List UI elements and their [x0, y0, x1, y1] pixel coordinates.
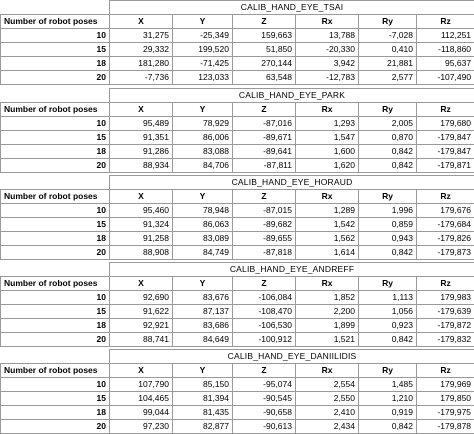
value-cell[interactable]: 99,044 — [110, 406, 173, 420]
value-cell[interactable]: 88,908 — [110, 246, 173, 260]
pose-count-cell[interactable]: 10 — [1, 291, 110, 305]
header-row — [1, 277, 474, 291]
value-cell[interactable]: -179,872 — [417, 319, 474, 333]
value-cell[interactable]: 0,842 — [359, 246, 417, 260]
value-cell[interactable]: -179,684 — [417, 218, 474, 232]
pose-count-cell[interactable]: 20 — [1, 71, 110, 85]
value-cell[interactable]: 1,600 — [296, 145, 359, 159]
value-cell[interactable]: -71,425 — [173, 57, 233, 71]
table-title-row — [1, 89, 474, 103]
column-header[interactable]: X — [110, 15, 173, 29]
pose-count-cell[interactable]: 18 — [1, 406, 110, 420]
value-cell[interactable]: -25,349 — [173, 29, 233, 43]
value-cell[interactable]: -118,860 — [417, 43, 474, 57]
value-cell[interactable]: 78,948 — [173, 204, 233, 218]
value-cell[interactable]: -7,028 — [359, 29, 417, 43]
result-table-park — [0, 88, 474, 173]
value-cell[interactable]: 91,351 — [110, 131, 173, 145]
value-cell[interactable]: 1,620 — [296, 159, 359, 173]
pose-count-cell[interactable]: 18 — [1, 145, 110, 159]
value-cell[interactable]: -12,783 — [296, 71, 359, 85]
value-cell[interactable]: -89,655 — [233, 232, 296, 246]
value-cell[interactable]: 88,741 — [110, 333, 173, 347]
value-cell[interactable]: -87,016 — [233, 117, 296, 131]
value-cell[interactable]: -179,639 — [417, 305, 474, 319]
value-cell[interactable]: 2,005 — [359, 117, 417, 131]
value-cell[interactable]: 1,996 — [359, 204, 417, 218]
column-header[interactable]: Rz — [417, 103, 474, 117]
value-cell[interactable]: -20,330 — [296, 43, 359, 57]
column-header[interactable]: Rz — [417, 364, 474, 378]
value-cell[interactable]: 31,275 — [110, 29, 173, 43]
value-cell[interactable]: 13,788 — [296, 29, 359, 43]
value-cell[interactable]: 0,842 — [359, 333, 417, 347]
column-header[interactable]: X — [110, 190, 173, 204]
value-cell[interactable]: 0,919 — [359, 406, 417, 420]
value-cell[interactable]: 97,230 — [110, 420, 173, 434]
value-cell[interactable]: -106,084 — [233, 291, 296, 305]
value-cell[interactable]: 1,899 — [296, 319, 359, 333]
column-header[interactable]: Z — [233, 277, 296, 291]
value-cell[interactable]: 0,870 — [359, 131, 417, 145]
column-header[interactable]: X — [110, 103, 173, 117]
value-cell[interactable]: -179,832 — [417, 333, 474, 347]
header-row — [1, 103, 474, 117]
column-header[interactable]: Ry — [359, 15, 417, 29]
value-cell[interactable]: 0,943 — [359, 232, 417, 246]
column-header[interactable]: Rx — [296, 277, 359, 291]
value-cell[interactable]: 84,649 — [173, 333, 233, 347]
value-cell[interactable]: 29,332 — [110, 43, 173, 57]
result-table-daniilidis — [0, 349, 474, 434]
value-cell[interactable]: 2,577 — [359, 71, 417, 85]
table-row — [1, 305, 474, 319]
value-cell[interactable]: 270,144 — [233, 57, 296, 71]
value-cell[interactable]: -106,530 — [233, 319, 296, 333]
column-header[interactable]: Y — [173, 15, 233, 29]
value-cell[interactable]: -89,641 — [233, 145, 296, 159]
value-cell[interactable]: 3,942 — [296, 57, 359, 71]
value-cell[interactable]: 1,547 — [296, 131, 359, 145]
value-cell[interactable]: 1,113 — [359, 291, 417, 305]
header-row — [1, 15, 474, 29]
value-cell[interactable]: 179,680 — [417, 117, 474, 131]
value-cell[interactable]: 179,676 — [417, 204, 474, 218]
column-header[interactable]: Y — [173, 190, 233, 204]
value-cell[interactable]: 107,790 — [110, 378, 173, 392]
pose-count-cell[interactable]: 15 — [1, 131, 110, 145]
value-cell[interactable]: 83,686 — [173, 319, 233, 333]
value-cell[interactable]: 2,434 — [296, 420, 359, 434]
empty-cell — [1, 263, 110, 277]
table-row — [1, 420, 474, 434]
value-cell[interactable]: 91,324 — [110, 218, 173, 232]
value-cell[interactable]: -100,912 — [233, 333, 296, 347]
column-header[interactable]: Rz — [417, 190, 474, 204]
column-header[interactable]: Number of robot poses — [1, 190, 110, 204]
table-row — [1, 57, 474, 71]
value-cell[interactable]: 1,289 — [296, 204, 359, 218]
value-cell[interactable]: 83,088 — [173, 145, 233, 159]
table-title-row — [1, 176, 474, 190]
value-cell[interactable]: 112,251 — [417, 29, 474, 43]
pose-count-cell[interactable]: 10 — [1, 378, 110, 392]
value-cell[interactable]: 2,410 — [296, 406, 359, 420]
table-row — [1, 159, 474, 173]
value-cell[interactable]: 84,706 — [173, 159, 233, 173]
value-cell[interactable]: 179,969 — [417, 378, 474, 392]
column-header[interactable]: X — [110, 364, 173, 378]
value-cell[interactable]: -89,682 — [233, 218, 296, 232]
value-cell[interactable]: 81,394 — [173, 392, 233, 406]
pose-count-cell[interactable]: 20 — [1, 420, 110, 434]
value-cell[interactable]: 91,258 — [110, 232, 173, 246]
value-cell[interactable]: 86,006 — [173, 131, 233, 145]
table-row — [1, 291, 474, 305]
value-cell[interactable]: 1,521 — [296, 333, 359, 347]
table-row — [1, 246, 474, 260]
value-cell[interactable]: 0,842 — [359, 420, 417, 434]
empty-cell — [1, 1, 110, 15]
column-header[interactable]: X — [110, 277, 173, 291]
value-cell[interactable]: -90,545 — [233, 392, 296, 406]
value-cell[interactable]: 85,150 — [173, 378, 233, 392]
value-cell[interactable]: 179,850 — [417, 392, 474, 406]
result-table-andreff — [0, 262, 474, 347]
value-cell[interactable]: 1,542 — [296, 218, 359, 232]
table-row — [1, 131, 474, 145]
value-cell[interactable]: -179,826 — [417, 232, 474, 246]
column-header[interactable]: Ry — [359, 190, 417, 204]
value-cell[interactable]: 1,614 — [296, 246, 359, 260]
column-header[interactable]: Rz — [417, 277, 474, 291]
table-row — [1, 204, 474, 218]
column-header[interactable]: Y — [173, 103, 233, 117]
value-cell[interactable]: -87,015 — [233, 204, 296, 218]
pose-count-cell[interactable]: 10 — [1, 117, 110, 131]
column-header[interactable]: Z — [233, 190, 296, 204]
pose-count-cell[interactable]: 15 — [1, 392, 110, 406]
value-cell[interactable]: 179,983 — [417, 291, 474, 305]
value-cell[interactable]: 83,089 — [173, 232, 233, 246]
pose-count-cell[interactable]: 15 — [1, 218, 110, 232]
value-cell[interactable]: 0,842 — [359, 159, 417, 173]
pose-count-cell[interactable]: 18 — [1, 319, 110, 333]
value-cell[interactable]: 123,033 — [173, 71, 233, 85]
value-cell[interactable]: 1,485 — [359, 378, 417, 392]
table-row — [1, 117, 474, 131]
table-title[interactable]: CALIB_HAND_EYE_TSAI — [110, 1, 474, 15]
column-header[interactable]: Y — [173, 277, 233, 291]
value-cell[interactable]: 1,210 — [359, 392, 417, 406]
value-cell[interactable]: 91,286 — [110, 145, 173, 159]
value-cell[interactable]: 2,200 — [296, 305, 359, 319]
value-cell[interactable]: 51,850 — [233, 43, 296, 57]
value-cell[interactable]: 91,622 — [110, 305, 173, 319]
column-header[interactable]: Rz — [417, 15, 474, 29]
value-cell[interactable]: 181,280 — [110, 57, 173, 71]
value-cell[interactable]: -90,613 — [233, 420, 296, 434]
pose-count-cell[interactable]: 15 — [1, 43, 110, 57]
pose-count-cell[interactable]: 10 — [1, 29, 110, 43]
value-cell[interactable]: 1,852 — [296, 291, 359, 305]
column-header[interactable]: Z — [233, 15, 296, 29]
value-cell[interactable]: 0,842 — [359, 145, 417, 159]
table-row — [1, 333, 474, 347]
table-row — [1, 406, 474, 420]
table-row — [1, 145, 474, 159]
result-table-horaud — [0, 175, 474, 260]
value-cell[interactable]: -179,847 — [417, 131, 474, 145]
value-cell[interactable]: 0,410 — [359, 43, 417, 57]
value-cell[interactable]: -89,671 — [233, 131, 296, 145]
pose-count-cell[interactable]: 10 — [1, 204, 110, 218]
value-cell[interactable]: -179,871 — [417, 159, 474, 173]
value-cell[interactable]: -179,878 — [417, 420, 474, 434]
value-cell[interactable]: 95,637 — [417, 57, 474, 71]
empty-cell — [1, 89, 110, 103]
pose-count-cell[interactable]: 15 — [1, 305, 110, 319]
value-cell[interactable]: -179,975 — [417, 406, 474, 420]
value-cell[interactable]: 95,460 — [110, 204, 173, 218]
value-cell[interactable]: -7,736 — [110, 71, 173, 85]
empty-cell — [1, 176, 110, 190]
header-row — [1, 190, 474, 204]
value-cell[interactable]: 104,465 — [110, 392, 173, 406]
value-cell[interactable]: -87,811 — [233, 159, 296, 173]
table-title-row — [1, 350, 474, 364]
value-cell[interactable]: -87,818 — [233, 246, 296, 260]
value-cell[interactable]: 1,056 — [359, 305, 417, 319]
value-cell[interactable]: -179,873 — [417, 246, 474, 260]
value-cell[interactable]: 0,859 — [359, 218, 417, 232]
value-cell[interactable]: 86,063 — [173, 218, 233, 232]
column-header[interactable]: Ry — [359, 277, 417, 291]
table-title-row — [1, 1, 474, 15]
column-header[interactable]: Ry — [359, 364, 417, 378]
value-cell[interactable]: 92,690 — [110, 291, 173, 305]
column-header[interactable]: Y — [173, 364, 233, 378]
table-row — [1, 232, 474, 246]
table-row — [1, 43, 474, 57]
value-cell[interactable]: 1,562 — [296, 232, 359, 246]
value-cell[interactable]: 1,293 — [296, 117, 359, 131]
value-cell[interactable]: -107,490 — [417, 71, 474, 85]
column-header[interactable]: Rx — [296, 190, 359, 204]
result-table-tsai — [0, 0, 474, 85]
value-cell[interactable]: 95,489 — [110, 117, 173, 131]
value-cell[interactable]: 63,548 — [233, 71, 296, 85]
column-header[interactable]: Rx — [296, 103, 359, 117]
value-cell[interactable]: 82,877 — [173, 420, 233, 434]
table-title[interactable]: CALIB_HAND_EYE_DANIILIDIS — [110, 350, 474, 364]
value-cell[interactable]: 87,137 — [173, 305, 233, 319]
pose-count-cell[interactable]: 20 — [1, 159, 110, 173]
value-cell[interactable]: 88,934 — [110, 159, 173, 173]
table-title[interactable]: CALIB_HAND_EYE_ANDREFF — [110, 263, 474, 277]
table-row — [1, 71, 474, 85]
value-cell[interactable]: -90,658 — [233, 406, 296, 420]
column-header[interactable]: Z — [233, 364, 296, 378]
value-cell[interactable]: 159,663 — [233, 29, 296, 43]
value-cell[interactable]: 92,921 — [110, 319, 173, 333]
table-title[interactable]: CALIB_HAND_EYE_PARK — [110, 89, 474, 103]
value-cell[interactable]: 0,923 — [359, 319, 417, 333]
column-header[interactable]: Number of robot poses — [1, 277, 110, 291]
header-row — [1, 364, 474, 378]
value-cell[interactable]: 2,550 — [296, 392, 359, 406]
table-row — [1, 378, 474, 392]
column-header[interactable]: Rx — [296, 15, 359, 29]
table-row — [1, 392, 474, 406]
value-cell[interactable]: 81,435 — [173, 406, 233, 420]
value-cell[interactable]: -95,074 — [233, 378, 296, 392]
pose-count-cell[interactable]: 20 — [1, 333, 110, 347]
value-cell[interactable]: 21,881 — [359, 57, 417, 71]
column-header[interactable]: Rx — [296, 364, 359, 378]
pose-count-cell[interactable]: 18 — [1, 232, 110, 246]
pose-count-cell[interactable]: 20 — [1, 246, 110, 260]
value-cell[interactable]: 2,554 — [296, 378, 359, 392]
table-row — [1, 218, 474, 232]
value-cell[interactable]: -179,847 — [417, 145, 474, 159]
empty-cell — [1, 350, 110, 364]
pose-count-cell[interactable]: 18 — [1, 57, 110, 71]
value-cell[interactable]: 84,749 — [173, 246, 233, 260]
table-title[interactable]: CALIB_HAND_EYE_HORAUD — [110, 176, 474, 190]
column-header[interactable]: Ry — [359, 103, 417, 117]
column-header[interactable]: Number of robot poses — [1, 364, 110, 378]
column-header[interactable]: Z — [233, 103, 296, 117]
value-cell[interactable]: 199,520 — [173, 43, 233, 57]
table-row — [1, 319, 474, 333]
table-title-row — [1, 263, 474, 277]
value-cell[interactable]: 83,676 — [173, 291, 233, 305]
table-row — [1, 29, 474, 43]
value-cell[interactable]: -108,470 — [233, 305, 296, 319]
column-header[interactable]: Number of robot poses — [1, 15, 110, 29]
column-header[interactable]: Number of robot poses — [1, 103, 110, 117]
value-cell[interactable]: 78,929 — [173, 117, 233, 131]
